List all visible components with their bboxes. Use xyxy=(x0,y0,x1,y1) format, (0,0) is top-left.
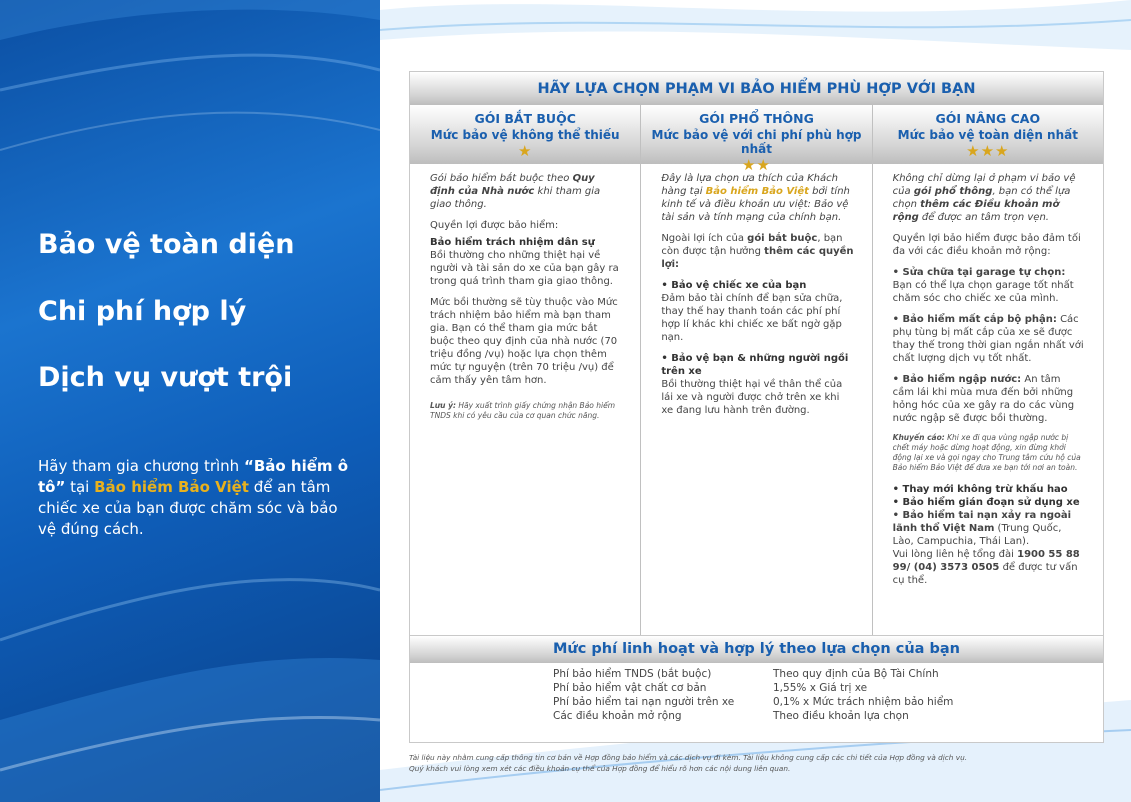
p3-advice-text: Khi xe đi qua vùng ngập nước bị chết máy hoặc dừng hoạt động, xin đừng khởi động lại xe và gọi ngay cho Trung tâm cứu hộ của Bảo hiểm Bảo Việt để đưa xe bạn tới nơi an toàn. xyxy=(892,433,1081,472)
fee-row xyxy=(410,696,1103,710)
p2-extra-b: gói bắt buộc xyxy=(747,233,818,244)
p1-intro-b: Quy định của Nhà nước xyxy=(430,173,595,197)
p1-intro-a: Gói bảo hiểm bắt buộc theo xyxy=(430,173,573,184)
packages-row xyxy=(410,105,1103,635)
p1-note xyxy=(430,401,622,421)
package-standard xyxy=(640,105,871,635)
p3-flood-title: • Bảo hiểm ngập nước: xyxy=(892,374,1022,385)
headline-comprehensive: Bảo vệ toàn diện xyxy=(38,229,295,260)
package-header xyxy=(410,105,640,164)
fee-list xyxy=(410,663,1103,724)
fee-label: Phí bảo hiểm tai nạn người trên xe xyxy=(553,696,735,708)
p1-note-label: Lưu ý: xyxy=(430,401,456,410)
p3-garage-text: Bạn có thể lựa chọn garage tốt nhất chăm sóc cho chiếc xe của mình. xyxy=(892,280,1074,304)
star-icon: ★★★ xyxy=(966,142,1010,160)
p2-extra xyxy=(661,232,853,271)
p2-extra-d: thêm các quyền lợi: xyxy=(661,246,854,270)
background-waves xyxy=(0,0,380,802)
p2-intro-brand: Bảo hiểm Bảo Việt xyxy=(705,186,809,197)
p1-intro-c: khi tham gia giao thông. xyxy=(430,186,601,210)
headline-reasonable-cost: Chi phí hợp lý xyxy=(38,296,247,327)
star-icon: ★★ xyxy=(742,156,771,174)
package-subtitle: Mức bảo vệ với chi phí phù hợp nhất xyxy=(651,128,862,156)
headline-superior-service: Dịch vụ vượt trội xyxy=(38,362,293,393)
p3-intro xyxy=(893,172,1085,224)
fee-row xyxy=(410,682,1103,696)
footer-disclaimer xyxy=(409,752,1109,774)
p3-flood xyxy=(893,373,1085,425)
p2-extra-a: Ngoài lợi ích của xyxy=(661,233,748,244)
fee-value: 1,55% x Giá trị xe xyxy=(773,682,868,694)
fee-label: Các điều khoản mở rộng xyxy=(553,710,682,722)
p3-advice xyxy=(893,433,1085,473)
fee-section-title: Mức phí linh hoạt và hợp lý theo lựa chọn của bạn xyxy=(410,635,1103,663)
intro-post: để an tâm chiếc xe của bạn được chăm sóc và bảo vệ đúng cách. xyxy=(38,478,338,538)
package-body xyxy=(873,164,1103,587)
footer-line-1: Tài liệu này nhằm cung cấp thông tin cơ bản về Hợp đồng bảo hiểm và các dịch vụ đi kèm. Tài liệu không cung cấp các chi tiết của Hợp đồng và dịch vụ. xyxy=(409,753,968,762)
intro-pre: Hãy tham gia chương trình xyxy=(38,457,244,475)
intro-text xyxy=(38,456,353,540)
p3-intro-d: thêm các Điều khoản mở rộng xyxy=(892,199,1060,223)
p3-flood-text: An tâm cầm lái khi mùa mưa đến bởi những hỏng hóc của xe gây ra do các vùng nước ngập sẽ được bồi thường. xyxy=(892,374,1075,424)
table-title: HÃY LỰA CHỌN PHẠM VI BẢO HIỂM PHÙ HỢP VỚI BẠN xyxy=(410,72,1103,105)
p3-theft xyxy=(893,313,1085,365)
fee-row xyxy=(410,710,1103,724)
package-name: GÓI NÂNG CAO xyxy=(935,111,1041,126)
p2-extra-c: , bạn còn được tận hưởng xyxy=(661,233,843,257)
package-subtitle: Mức bảo vệ không thể thiếu xyxy=(430,128,620,142)
fee-value: Theo điều khoản lựa chọn xyxy=(773,710,909,722)
package-body xyxy=(641,164,871,417)
package-name: GÓI PHỔ THÔNG xyxy=(699,111,814,126)
footer-line-2: Quý khách vui lòng xem xét các điều khoản cụ thể của Hợp đồng để hiểu rõ hơn các nội dung liên quan. xyxy=(409,764,791,773)
p1-intro xyxy=(430,172,622,211)
p2-intro-a: Đây là lựa chọn ưa thích của Khách hàng tại xyxy=(661,173,838,197)
p3-theft-title: • Bảo hiểm mất cắp bộ phận: xyxy=(892,314,1057,325)
fee-value: Theo quy định của Bộ Tài Chính xyxy=(773,668,939,680)
p3-intro-b: gói phổ thông xyxy=(913,186,993,197)
p3-intro-a: Không chỉ dừng lại ở phạm vi bảo vệ của xyxy=(892,173,1076,197)
p1-benefit-label: Quyền lợi được bảo hiểm: xyxy=(430,220,559,231)
fee-label: Phí bảo hiểm TNDS (bắt buộc) xyxy=(553,668,712,680)
fee-label: Phí bảo hiểm vật chất cơ bản xyxy=(553,682,707,694)
package-advanced xyxy=(872,105,1103,635)
fee-value: 0,1% x Mức trách nhiệm bảo hiểm xyxy=(773,696,954,708)
package-subtitle: Mức bảo vệ toàn diện nhất xyxy=(897,128,1078,142)
p2-intro-c: bởi tính kinh tế và điều khoản ưu việt: Bảo vệ tài sản và tính mạng của chính bạn. xyxy=(661,186,850,223)
package-body xyxy=(410,164,640,421)
p3-benefit-text: Quyền lợi bảo hiểm được bảo đảm tối đa với các điều khoản mở rộng: xyxy=(892,233,1081,257)
package-mandatory xyxy=(410,105,640,635)
p2-car-title: • Bảo vệ chiếc xe của bạn xyxy=(661,280,807,291)
p3-b3-text: (Trung Quốc, Lào, Campuchia, Thái Lan). xyxy=(892,523,1062,547)
insurance-table xyxy=(409,71,1104,743)
star-icon: ★ xyxy=(517,142,533,160)
p2-intro xyxy=(661,172,853,224)
p1-note-text: Hãy xuất trình giấy chứng nhận Bảo hiểm TNDS khi có yêu cầu của cơ quan chức năng. xyxy=(430,401,616,420)
p3-intro-e: để được an tâm trọn vẹn. xyxy=(918,212,1049,223)
p3-b3-title: • Bảo hiểm tai nạn xảy ra ngoài lãnh thổ Việt Nam xyxy=(892,510,1072,534)
left-panel xyxy=(0,0,380,802)
p3-contact xyxy=(893,548,1085,587)
p2-people-title: • Bảo vệ bạn & những người ngồi trên xe xyxy=(661,353,849,377)
intro-program: “Bảo hiểm ô tô” xyxy=(38,457,349,496)
package-header xyxy=(641,105,871,174)
p1-liability-text: Bồi thường cho những thiệt hại về người và tài sản do xe của bạn gây ra trong quá trình tham gia giao thông. xyxy=(430,250,619,287)
p3-bullet-interrupt: • Bảo hiểm gián đoạn sử dụng xe xyxy=(892,497,1080,508)
package-name: GÓI BẮT BUỘC xyxy=(474,111,576,126)
p2-car-text: Đảm bảo tài chính để bạn sửa chữa, thay thế hay thanh toán các phí phí hợp lí khác khi chiếc xe bất ngờ gặp nạn. xyxy=(661,293,843,343)
intro-brand: Bảo hiểm Bảo Việt xyxy=(94,478,249,496)
p3-contact-a: Vui lòng liên hệ tổng đài xyxy=(892,549,1018,560)
p3-bullet-abroad xyxy=(893,509,1085,548)
hotline-number: 1900 55 88 99/ (04) 3573 0505 xyxy=(892,549,1080,573)
p3-intro-c: , bạn có thể lựa chọn xyxy=(892,186,1071,210)
package-header xyxy=(873,105,1103,164)
p2-people-text: Bồi thường thiệt hại về thân thể của lái xe và người được chở trên xe khi xe đang lưu hành trên đường. xyxy=(661,379,843,416)
p3-garage-title: • Sửa chữa tại garage tự chọn: xyxy=(892,267,1066,278)
p3-garage xyxy=(893,266,1085,305)
p1-liability-title: Bảo hiểm trách nhiệm dân sự xyxy=(430,237,595,248)
p3-bullet-new: • Thay mới không trừ khấu hao xyxy=(892,484,1068,495)
p1-compensation-text: Mức bồi thường sẽ tùy thuộc vào Mức trách nhiệm bảo hiểm mà bạn tham gia. Bạn có thể tham gia mức bắt buộc theo quy định của nhà nước (70 triệu đồng /vụ) hoặc lựa chọn thêm mức tự nguyện (trên 70 triệu /vụ) để cảm thấy yên tâm hơn. xyxy=(430,297,618,386)
p3-contact-c: để được tư vấn cụ thể. xyxy=(892,562,1078,586)
p3-theft-text: Các phụ tùng bị mất cắp của xe sẽ được thay thế trong thời gian ngắn nhất với chất lượng dịch vụ tốt nhất. xyxy=(892,314,1084,364)
p3-advice-label: Khuyến cáo: xyxy=(892,433,945,442)
intro-mid: tại xyxy=(65,478,95,496)
fee-row xyxy=(410,668,1103,682)
